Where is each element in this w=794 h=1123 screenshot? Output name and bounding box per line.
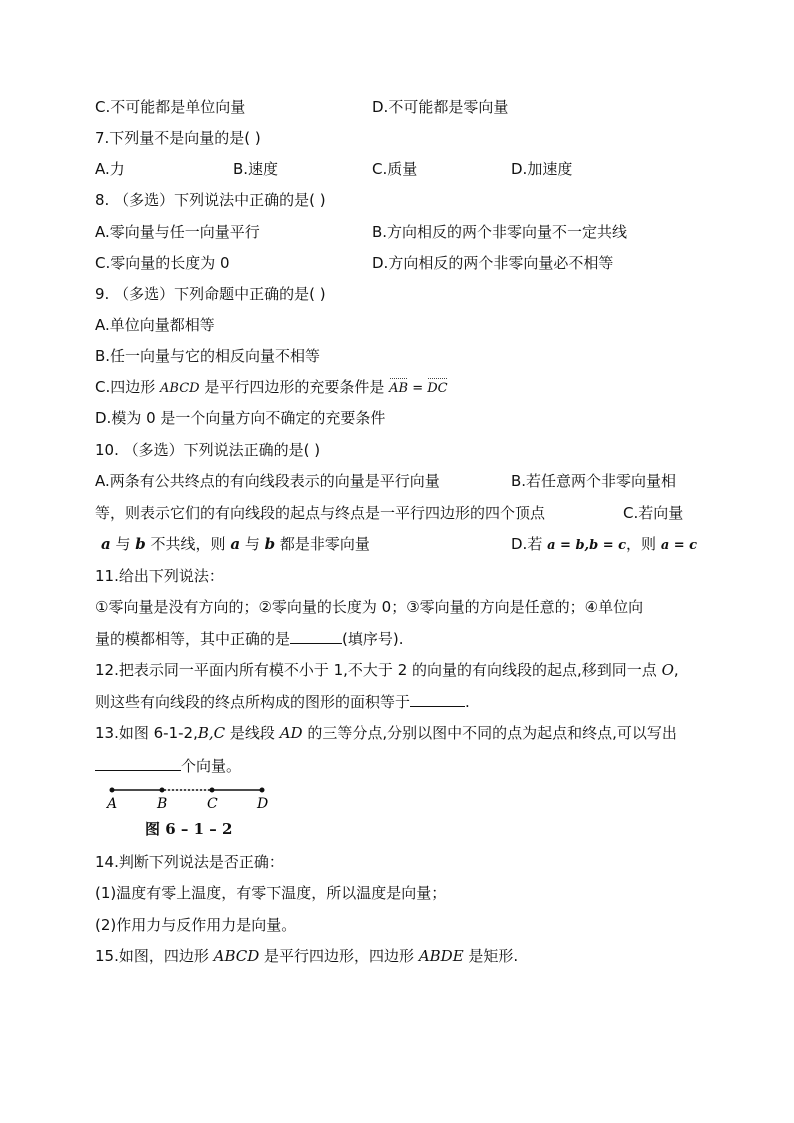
q10-option-c-cont [101, 534, 370, 554]
q12-answer-blank[interactable] [410, 692, 465, 707]
q7-stem: 7.下列量不是向量的是( ) [95, 129, 261, 147]
vector-b: b [135, 535, 146, 553]
q11-answer-blank[interactable] [290, 629, 342, 644]
q10-d-prefix: D.若 [511, 535, 548, 553]
q9-option-a: A.单位向量都相等 [95, 316, 215, 334]
q9-option-d: D.模为 0 是一个向量方向不确定的充要条件 [95, 409, 386, 427]
q13-text2: 是线段 [225, 724, 280, 742]
q7-option-d: D.加速度 [511, 160, 573, 178]
q15-abcd: ABCD [213, 947, 260, 965]
vector-ab: AB [389, 379, 408, 399]
q10-c-text4: 都是非零向量 [275, 535, 370, 553]
q14-item1: (1)温度有零上温度，有零下温度，所以温度是向量； [95, 884, 447, 902]
label-b: B [157, 796, 168, 812]
q8-option-a: A.零向量与任一向量平行 [95, 223, 260, 241]
q10-d-mid: ，则 [626, 535, 661, 553]
q6-option-c: C.不可能都是单位向量 [95, 98, 246, 116]
vector-b-2: b [264, 535, 276, 553]
q6-option-d: D.不可能都是零向量 [372, 98, 509, 116]
q15-text2: 是平行四边形，四边形 [259, 947, 419, 965]
q10-d-math: a = b,b = c [547, 538, 627, 553]
q7-option-b: B.速度 [233, 160, 279, 178]
label-c: C [207, 796, 218, 812]
q13-line1 [95, 723, 677, 743]
q9-option-b: B.任一向量与它的相反向量不相等 [95, 347, 321, 365]
q10-option-c-start: C.若向量 [623, 504, 684, 522]
q14-item2: (2)作用力与反作用力是向量。 [95, 916, 297, 934]
q11-text: 量的模都相等，其中正确的是 [95, 630, 291, 648]
q10-stem: 10. （多选）下列说法正确的是( ) [95, 441, 321, 459]
q12-text2: 则这些有向线段的终点所构成的图形的面积等于 [95, 693, 411, 711]
q9-option-c [95, 377, 448, 399]
q15-text3: 是矩形. [463, 947, 519, 965]
q10-c-text1: 与 [110, 535, 136, 553]
q15-text: 15.如图，四边形 [95, 947, 214, 965]
q12-line2 [95, 692, 470, 712]
point-a [110, 788, 115, 793]
label-d: D [257, 796, 269, 812]
q11-stem: 11.给出下列说法： [95, 567, 224, 585]
q12-line1 [95, 660, 679, 680]
q7-option-c: C.质量 [372, 160, 418, 178]
q13-text3: 的三等分点,分别以图中不同的点为起点和终点,可以写出 [302, 724, 677, 742]
figure-caption: 图 6 – 1 – 2 [145, 820, 233, 838]
q13-text: 13.如图 6-1-2, [95, 724, 198, 742]
q10-option-b-cont: 等，则表示它们的有向线段的起点与终点是一平行四边形的四个顶点 [95, 504, 546, 522]
label-a: A [107, 796, 118, 812]
q10-c-text2: 不共线，则 [145, 535, 231, 553]
q11-suffix: (填序号). [342, 630, 404, 648]
q9-c-eq: = [408, 381, 428, 396]
q9-c-abcd: ABCD [160, 381, 200, 396]
point-b [160, 788, 165, 793]
vector-a: a [101, 535, 111, 553]
q10-d-math2: a = c [660, 538, 698, 553]
q10-option-b-start: B.若任意两个非零向量相 [511, 472, 677, 490]
q11-line2 [95, 629, 404, 649]
q15-line [95, 946, 518, 966]
vector-a-2: a [230, 535, 241, 553]
q14-stem: 14.判断下列说法是否正确： [95, 853, 284, 871]
q12-text: 12.把表示同一平面内所有模不小于 1,不大于 2 的向量的有向线段的起点,移到同一点 [95, 661, 662, 679]
q11-line1: ①零向量是没有方向的；②零向量的长度为 0；③零向量的方向是任意的；④单位向 [95, 598, 644, 616]
q8-stem: 8. （多选）下列说法中正确的是( ) [95, 191, 326, 209]
q8-option-c: C.零向量的长度为 0 [95, 254, 230, 272]
q12-comma: , [673, 661, 679, 679]
vector-dc: DC [427, 379, 447, 399]
q13-answer-blank[interactable] [95, 756, 181, 771]
q13-suffix: 个向量。 [181, 757, 242, 775]
q13-points-bc: B,C [197, 724, 226, 742]
q10-c-text3: 与 [240, 535, 265, 553]
q9-c-prefix: C.四边形 [95, 378, 161, 396]
q15-abde: ABDE [418, 947, 464, 965]
q9-stem: 9. （多选）下列命题中正确的是( ) [95, 285, 326, 303]
point-c [210, 788, 215, 793]
q13-segment-ad: AD [279, 724, 303, 742]
q12-point-o: O [661, 661, 674, 679]
q7-option-a: A.力 [95, 160, 125, 178]
q10-option-d [511, 534, 697, 556]
q9-c-mid: 是平行四边形的充要条件是 [199, 378, 390, 396]
q8-option-b: B.方向相反的两个非零向量不一定共线 [372, 223, 628, 241]
q10-option-a: A.两条有公共终点的有向线段表示的向量是平行向量 [95, 472, 440, 490]
point-d [260, 788, 265, 793]
q8-option-d: D.方向相反的两个非零向量必不相等 [372, 254, 614, 272]
q13-line2 [95, 756, 241, 776]
q12-period: . [465, 693, 470, 711]
